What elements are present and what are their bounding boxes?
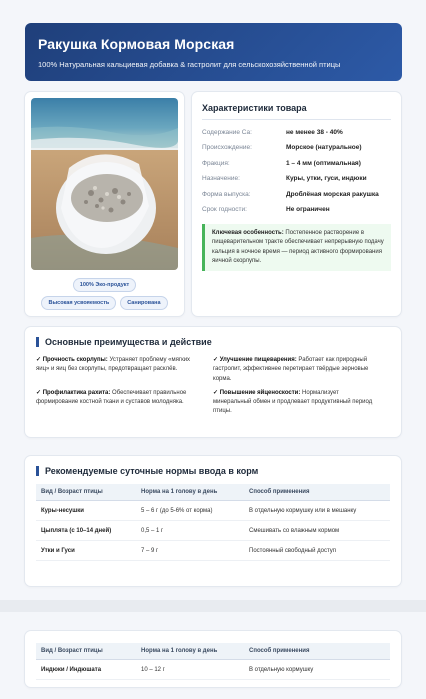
advantage-text: Нормализует минеральный обмен и продлевает продуктивный период птицы. [213,389,373,415]
badge-sanitized: Санирована [120,296,167,310]
advantage-text: Работает как природный гастролит, эффективнее перетирает твёрдые зерновые корма. [213,357,369,382]
column-header: Вид / Возраст птицы [36,484,136,501]
norms-table [36,484,390,561]
norms-title: Рекомендуемые суточные нормы ввода в корм [36,466,390,476]
specifications-card [192,92,401,316]
norms-continuation-table [36,643,390,680]
spec-label: Происхождение: [202,144,252,151]
table-header-row [36,484,390,501]
badge-eco: 100% Эко-продукт [73,278,136,292]
table-cell: Утки и Гуси [36,541,136,561]
column-header: Норма на 1 голову в день [136,484,244,501]
spec-value: Дроблёная морская ракушка [286,190,379,198]
spec-row [202,175,391,182]
table-cell: Смешивать со влажным кормом [244,521,390,541]
advantage-item [213,389,390,417]
spec-label: Назначение: [202,175,240,182]
advantage-label: ✓ Прочность скорлупы: [36,357,108,363]
spec-label: Форма выпуска: [202,190,251,198]
column-header: Норма на 1 голову в день [136,643,244,660]
key-feature-text: Постепенное растворение в пищеварительном тракте обеспечивает непрерывную подачу кальция в ночное время — период активного формирования яичной скорлупы. [212,230,384,264]
table-row [36,660,390,680]
spec-label: Срок годности: [202,206,247,213]
column-header: Способ применения [244,484,390,501]
table-row [36,541,390,561]
column-header: Вид / Возраст птицы [36,643,136,660]
hero-banner [25,23,402,81]
table-cell: 10 – 12 г [136,660,244,680]
column-header: Способ применения [244,643,390,660]
spec-row [202,160,391,167]
table-cell: 5 – 6 г (до 5-6% от корма) [136,501,244,521]
badge-digestibility: Высокая усвояемость [41,296,116,310]
spec-value: Не ограничен [286,206,330,213]
spec-row [202,191,391,198]
product-photo [31,98,178,270]
product-image-card [25,92,184,316]
spec-row [202,144,391,151]
advantage-item [36,389,213,417]
advantage-item [36,356,213,384]
spec-value: 1 – 4 мм (оптимальная) [286,159,361,167]
key-feature-label: Ключевая особенность: [212,230,284,236]
spec-row [202,206,391,213]
page-title: Ракушка Кормовая Морская [38,36,235,52]
spec-value: не менее 38 - 40% [286,128,343,136]
advantage-item [213,356,390,384]
advantage-label: ✓ Повышение яйценоскости: [213,389,301,396]
table-cell: Цыплята (с 10–14 дней) [36,521,136,541]
table-cell: Куры-несушки [36,501,136,521]
spec-row [202,129,391,136]
spec-label: Фракция: [202,159,230,167]
table-cell: 7 – 9 г [136,541,244,561]
advantages-list [36,356,390,422]
table-cell: В отдельную кормушку или в мешанку [244,501,390,521]
norms-continuation-card [25,631,401,687]
table-header-row [36,643,390,660]
spec-value: Куры, утки, гуси, индюки [286,175,367,182]
table-cell: 0,5 – 1 г [136,521,244,541]
table-cell: Постоянный свободный доступ [244,541,390,561]
advantages-card [25,327,401,437]
page-subtitle: 100% Натуральная кальциевая добавка & гастролит для сельскохозяйственной птицы [38,60,341,69]
key-feature-note [202,224,391,271]
spec-value: Морское (натуральное) [286,144,362,151]
advantage-text: Обеспечивает правильное формирование костной ткани и суставов молодняка. [36,389,187,406]
table-cell: Индюки / Индюшата [36,660,136,680]
advantage-text: Устраняет проблему «мягких яиц» и яиц без скорлупы, предотвращает расклёв. [36,357,191,373]
specifications-title: Характеристики товара [202,103,391,120]
table-row [36,521,390,541]
advantage-label: ✓ Профилактика рахита: [36,389,111,396]
badge-list [25,276,184,312]
advantage-label: ✓ Улучшение пищеварения: [213,357,297,363]
table-row [36,501,390,521]
norms-card [25,456,401,586]
advantages-title: Основные преимущества и действие [36,337,390,347]
table-cell: В отдельную кормушку [244,660,390,680]
spec-label: Содержание Ca: [202,128,252,136]
page-break [0,600,426,612]
